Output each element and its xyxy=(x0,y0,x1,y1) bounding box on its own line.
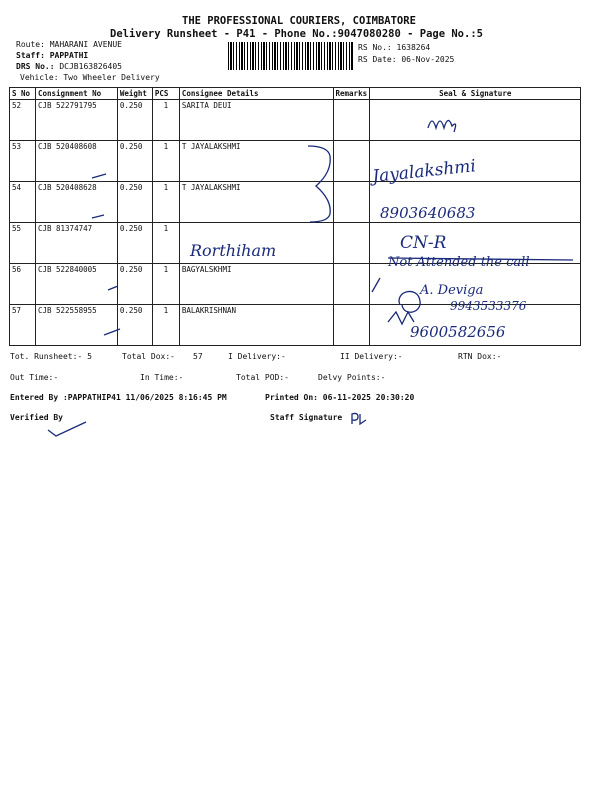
total-pod: Total POD:- xyxy=(236,373,289,382)
staff-label: Staff: PAPPATHI xyxy=(16,51,89,60)
cell-consignment: CJB 522558955 xyxy=(35,305,117,346)
total-dox-label: Total Dox:- xyxy=(122,352,175,361)
col-consignee: Consignee Details xyxy=(179,88,333,100)
verified-tick xyxy=(48,422,86,436)
cell-consignment: CJB 522840005 xyxy=(35,264,117,305)
route-label: Route: MAHARANI AVENUE xyxy=(16,40,122,49)
cell-consignee: T JAYALAKSHMI xyxy=(179,141,333,182)
tick-mark xyxy=(108,286,118,290)
tot-runsheet: Tot. Runsheet:- 5 xyxy=(10,352,92,361)
total-dox-value: 57 xyxy=(193,352,203,361)
ii-delivery: II Delivery:- xyxy=(340,352,403,361)
cell-sno: 55 xyxy=(10,223,36,264)
rs-date: RS Date: 06-Nov-2025 xyxy=(358,55,455,64)
cell-consignment: CJB 520408608 xyxy=(35,141,117,182)
hw-row55-note: Not Attended the call xyxy=(388,255,530,270)
company-name: THE PROFESSIONAL COURIERS, COIMBATORE xyxy=(182,15,416,27)
cell-weight: 0.250 xyxy=(117,264,152,305)
rs-number: RS No.: 1638264 xyxy=(358,43,431,52)
cell-consignee: BALAKRISHNAN xyxy=(179,305,333,346)
tick-mark xyxy=(92,174,106,178)
cell-weight: 0.250 xyxy=(117,305,152,346)
out-time: Out Time:- xyxy=(10,373,59,382)
hw-row57-phone: 9600582656 xyxy=(410,323,506,341)
rtn-dox: RTN Dox:- xyxy=(458,352,502,361)
cell-pcs: 1 xyxy=(152,141,179,182)
cell-consignee: BAGYALSKHMI xyxy=(179,264,333,305)
runsheet-title: Delivery Runsheet - P41 - Phone No.:9047080280 - Page No.:5 xyxy=(110,28,483,40)
col-sno: S No xyxy=(10,88,36,100)
cell-sno: 54 xyxy=(10,182,36,223)
cell-consignment: CJB 520408628 xyxy=(35,182,117,223)
cell-pcs: 1 xyxy=(152,223,179,264)
drs-value: DCJB163826405 xyxy=(59,62,122,71)
hw-row55-code: CN-R xyxy=(400,233,447,253)
col-consignment: Consignment No xyxy=(35,88,117,100)
cell-consignee: T JAYALAKSHMI xyxy=(179,182,333,223)
signature-scribble xyxy=(428,120,456,132)
i-delivery: I Delivery:- xyxy=(228,352,286,361)
cell-consignee: SARITA DEUI xyxy=(179,100,333,141)
cell-pcs: 1 xyxy=(152,264,179,305)
hw-row54-phone: 8903640683 xyxy=(380,204,476,222)
printed-on: Printed On: 06-11-2025 20:30:20 xyxy=(265,393,415,402)
cell-weight: 0.250 xyxy=(117,100,152,141)
tick-mark xyxy=(104,329,120,335)
verified-by: Verified By xyxy=(10,413,63,422)
cell-weight: 0.250 xyxy=(117,182,152,223)
entered-by: Entered By :PAPPATHIP41 11/06/2025 8:16:45 PM xyxy=(10,393,227,402)
check-mark xyxy=(372,278,380,292)
cell-sno: 52 xyxy=(10,100,36,141)
hw-row55-name: Rorthiham xyxy=(190,241,277,260)
vehicle-label: Vehicle: Two Wheeler Delivery xyxy=(20,73,160,82)
cell-consignment: CJB 81374747 xyxy=(35,223,117,264)
col-pcs: PCS xyxy=(152,88,179,100)
col-remarks: Remarks xyxy=(333,88,370,100)
seal-scribble xyxy=(399,291,420,312)
cell-sno: 56 xyxy=(10,264,36,305)
bracket-mark xyxy=(308,146,330,222)
cell-consignment: CJB 522791795 xyxy=(35,100,117,141)
hw-row56-phone: 9943533376 xyxy=(450,299,527,313)
cell-weight: 0.250 xyxy=(117,223,152,264)
staff-initials xyxy=(352,413,366,424)
cell-sno: 53 xyxy=(10,141,36,182)
hw-row56-name: A. Deviga xyxy=(420,283,484,298)
delvy-points: Delvy Points:- xyxy=(318,373,386,382)
drs-label: DRS No.: xyxy=(16,62,55,71)
cell-pcs: 1 xyxy=(152,100,179,141)
col-signature: Seal & Signature xyxy=(370,88,581,100)
cell-weight: 0.250 xyxy=(117,141,152,182)
tick-mark xyxy=(92,215,104,218)
staff-signature: Staff Signature xyxy=(270,413,343,422)
col-weight: Weight xyxy=(117,88,152,100)
cell-sno: 57 xyxy=(10,305,36,346)
cell-pcs: 1 xyxy=(152,305,179,346)
hw-row53-sign: Jayalakshmi xyxy=(371,156,477,187)
cell-pcs: 1 xyxy=(152,182,179,223)
in-time: In Time:- xyxy=(140,373,184,382)
